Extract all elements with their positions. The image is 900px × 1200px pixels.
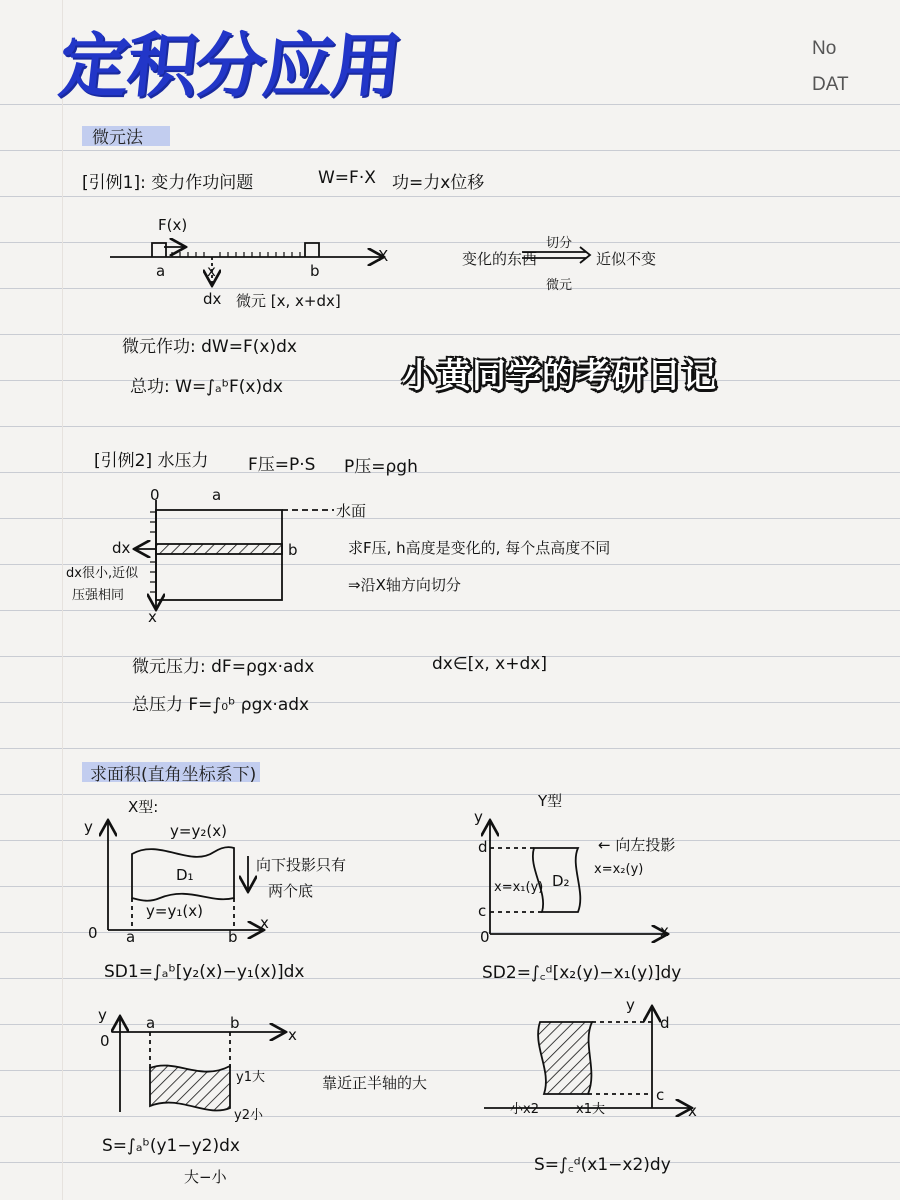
ex3-x-axis: x [288, 1026, 297, 1044]
ex3-area-formula: S=∫ₐᵇ(y1−y2)dx [102, 1136, 240, 1156]
concept-cut: 切分 [546, 236, 573, 251]
plate-rect [156, 510, 282, 600]
x-axis-label: X [378, 247, 389, 265]
y-type-d: d [478, 838, 488, 856]
ex4-x1-label: x1大 [576, 1102, 605, 1117]
example2-formula-pressure: P压=ρgh [344, 457, 418, 477]
ex3-y-axis: y [98, 1006, 107, 1024]
x-type-origin: 0 [88, 924, 98, 942]
section-heading-micro-element: 微元法 [92, 128, 143, 148]
strip-dx [156, 544, 282, 554]
x-type-y-axis: y [84, 818, 93, 836]
concept-element: 微元 [546, 278, 573, 293]
example2-title: [引例2] 水压力 [94, 451, 209, 471]
ex4-y-axis: y [626, 996, 635, 1014]
explain-line-1: 求F压, h高度是变化的, 每个点高度不同 [348, 539, 611, 557]
example4-diagram [484, 1008, 690, 1108]
ex4-c: c [656, 1086, 665, 1104]
dx-label: dx [203, 290, 222, 308]
axis-label-x: x [207, 262, 216, 280]
region-d2 [533, 848, 580, 912]
water-pressure-diagram [136, 500, 356, 608]
element-pressure-formula: 微元压力: dF=ρgx·adx [132, 657, 315, 677]
concept-approx-constant: 近似不变 [596, 250, 657, 268]
diagram2-dx: dx [112, 539, 131, 557]
block-at-a [152, 243, 166, 257]
element-interval-label: 微元 [x, x+dx] [236, 292, 341, 310]
y-type-projection-note: ← 向左投影 [598, 836, 676, 854]
diagram2-note-1: dx很小,近似 [66, 566, 139, 581]
axis-label-a: a [156, 262, 166, 280]
y-type-x-axis: x [660, 922, 669, 940]
y-type-origin: 0 [480, 928, 490, 946]
y-type-right-curve: x=x₂(y) [594, 862, 644, 877]
diagram2-note-2: 压强相同 [72, 588, 125, 603]
diagram2-origin: 0 [150, 486, 160, 504]
ex3-origin: 0 [100, 1032, 110, 1050]
ex3-y1-label: y1大 [236, 1070, 265, 1085]
force-diagram [110, 243, 590, 284]
x-type-bottom-curve: y=y₁(x) [146, 902, 203, 920]
ex3-b: b [230, 1014, 240, 1032]
y-type-area-formula: SD2=∫꜀ᵈ[x₂(y)−x₁(y)]dy [482, 963, 682, 983]
example3-diagram [112, 1018, 284, 1112]
y-type-region: D₂ [552, 872, 570, 890]
diagram2-x-axis: x [148, 608, 157, 626]
ex3-a: a [146, 1014, 156, 1032]
explain-line-2: ⇒沿X轴方向切分 [348, 576, 461, 594]
ex4-x2-label: 小x2 [510, 1102, 539, 1117]
x-type-diagram [108, 822, 262, 930]
diagram2-a: a [212, 486, 222, 504]
water-surface-label: 水面 [336, 502, 367, 520]
ex3-big-minus-small: 大−小 [184, 1168, 227, 1186]
x-type-note-1: 向下投影只有 [256, 856, 347, 874]
ex3-region [150, 1065, 230, 1110]
x-type-note-2: 两个底 [268, 882, 314, 900]
ex4-d: d [660, 1014, 670, 1032]
example1-formula-w: W=F·X [318, 168, 376, 188]
page-title: 定积分应用 [55, 25, 404, 107]
x-type-top-curve: y=y₂(x) [170, 822, 227, 840]
ex4-region [538, 1022, 592, 1094]
date-label: DAT [812, 74, 849, 95]
concept-changing: 变化的东西 [462, 250, 538, 268]
x-type-label: X型: [128, 798, 159, 816]
ex3-y2-label: y2小 [234, 1108, 263, 1123]
section-heading-area: 求面积(直角坐标系下) [90, 765, 257, 785]
ex3-note: 靠近正半轴的大 [322, 1074, 428, 1092]
element-work-formula: 微元作功: dW=F(x)dx [122, 337, 297, 357]
y-type-c: c [478, 902, 487, 920]
y-type-diagram [490, 822, 666, 934]
x-type-x-axis: x [260, 914, 269, 932]
ex4-area-formula: S=∫꜀ᵈ(x1−x2)dy [534, 1155, 671, 1175]
diagram2-b: b [288, 541, 298, 559]
block-at-b [305, 243, 319, 257]
x-type-a: a [126, 928, 136, 946]
y-type-left-curve: x=x₁(y) [494, 880, 544, 895]
force-label: F(x) [158, 216, 188, 234]
ex4-x-axis: x [688, 1102, 697, 1120]
example2-formula-force: F压=P·S [248, 455, 316, 475]
x-type-area-formula: SD1=∫ₐᵇ[y₂(x)−y₁(x)]dx [104, 962, 305, 982]
x-type-b: b [228, 928, 238, 946]
region-d1 [132, 847, 234, 901]
total-work-formula: 总功: W=∫ₐᵇF(x)dx [130, 377, 283, 397]
example1-title: [引例1]: 变力作功问题 [82, 173, 254, 193]
no-label: No [812, 38, 837, 59]
total-pressure-formula: 总压力 F=∫₀ᵇ ρgx·adx [132, 695, 310, 715]
example1-formula-work: 功=力x位移 [392, 173, 485, 193]
cut-arrow-head [580, 247, 590, 263]
x-type-region: D₁ [176, 866, 194, 884]
interval-formula: dx∈[x, x+dx] [432, 654, 547, 674]
watermark-text: 小黄同学的考研日记 [402, 356, 717, 396]
y-type-label: Y型 [538, 792, 563, 810]
axis-label-b: b [310, 262, 320, 280]
y-type-y-axis: y [474, 808, 483, 826]
